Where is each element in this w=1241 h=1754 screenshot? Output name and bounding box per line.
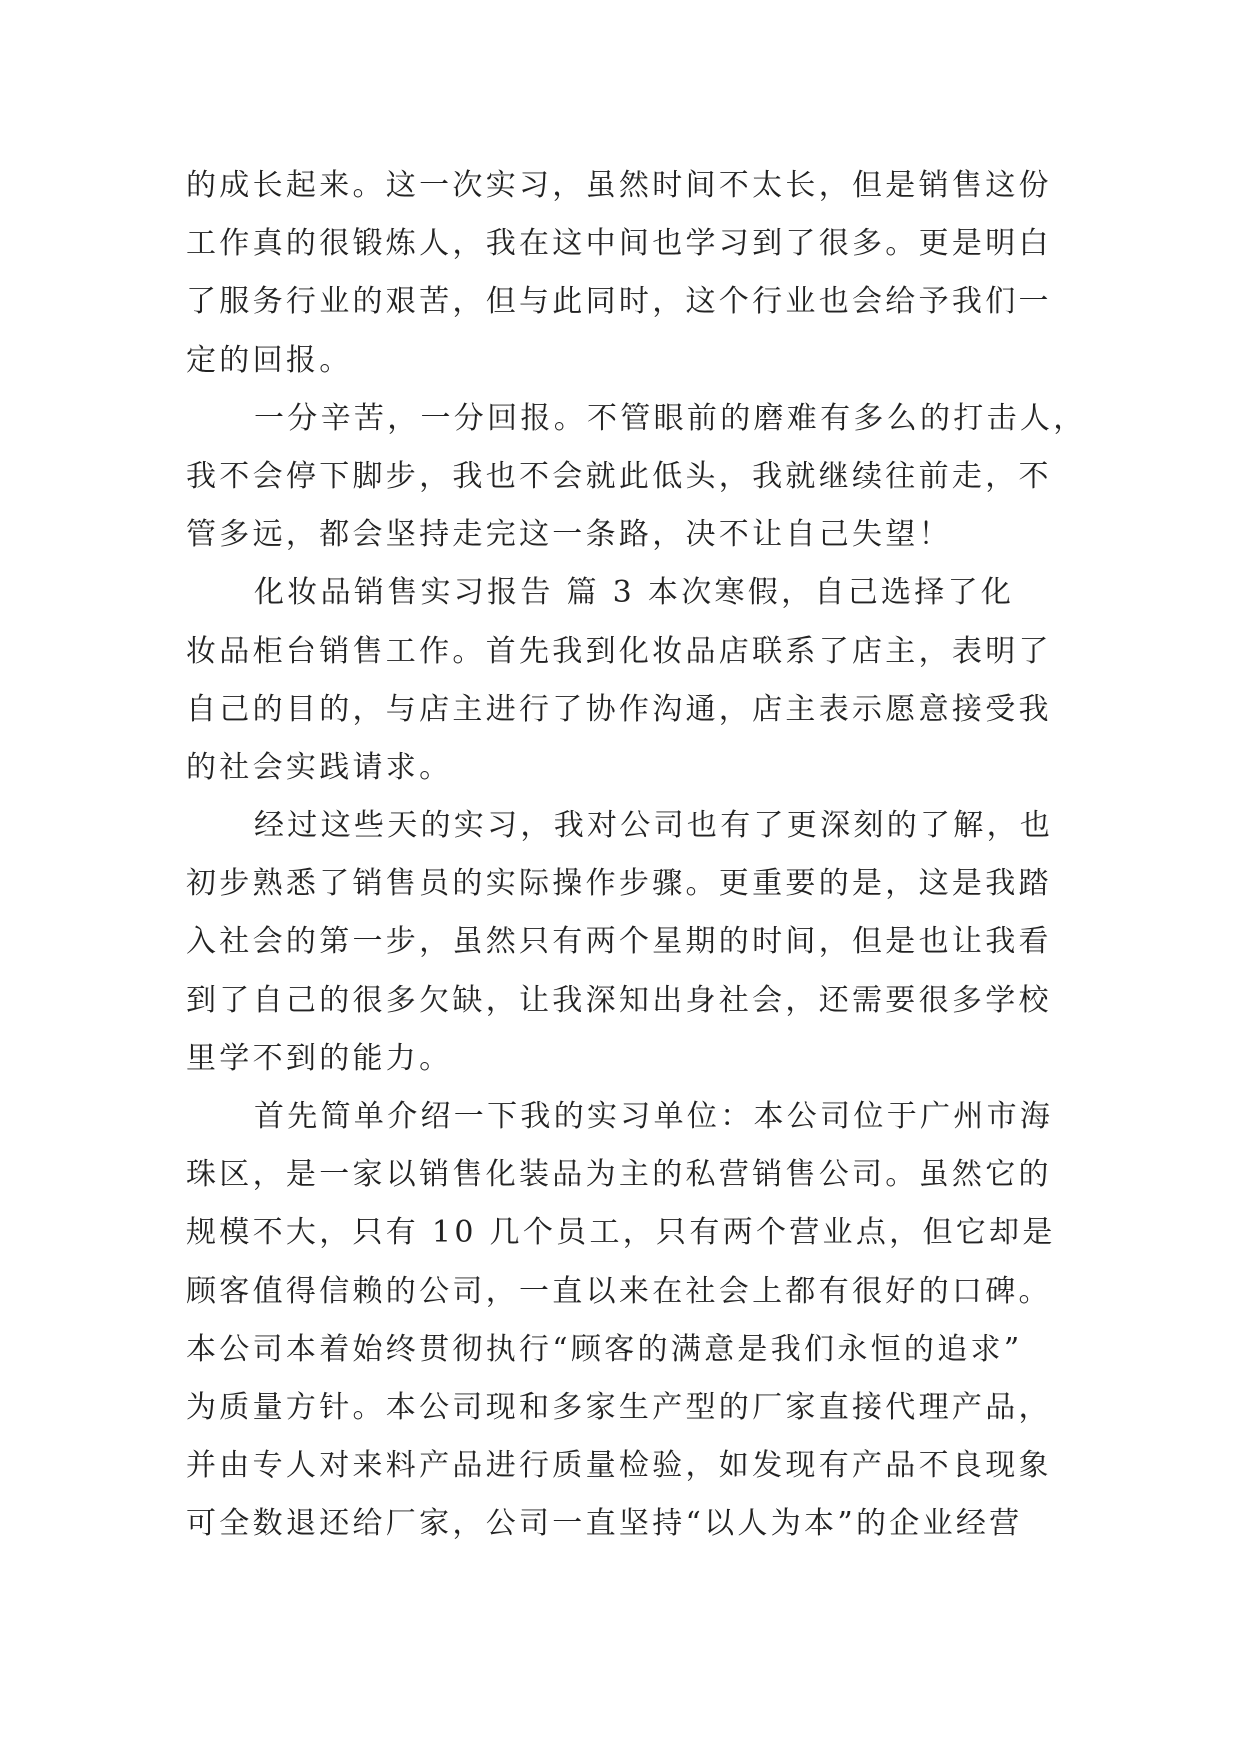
- text-line: 到了自己的很多欠缺，让我深知出身社会，还需要很多学校: [186, 982, 1052, 1018]
- text-line: 化妆品销售实习报告 篇 3 本次寒假，自己选择了化: [254, 575, 1015, 611]
- text-line: 规模不大，只有 10 几个员工，只有两个营业点，但它却是: [186, 1215, 1056, 1251]
- text-line: 可全数退还给厂家，公司一直坚持“以人为本”的企业经营: [186, 1506, 1023, 1542]
- text-line: 一分辛苦，一分回报。不管眼前的磨难有多么的打击人，: [254, 400, 1087, 436]
- text-line: 并由专人对来料产品进行质量检验，如发现有产品不良现象: [186, 1448, 1052, 1484]
- text-line: 妆品柜台销售工作。首先我到化妆品店联系了店主，表明了: [186, 633, 1052, 669]
- text-line: 定的回报。: [186, 342, 353, 378]
- text-line: 的成长起来。这一次实习，虽然时间不太长，但是销售这份: [186, 168, 1052, 203]
- text-line: 里学不到的能力。: [186, 1040, 453, 1076]
- text-line: 本公司本着始终贯彻执行“顾客的满意是我们永恒的追求”: [186, 1331, 1023, 1367]
- text-line: 入社会的第一步，虽然只有两个星期的时间，但是也让我看: [186, 924, 1052, 960]
- text-line: 我不会停下脚步，我也不会就此低头，我就继续往前走，不: [186, 458, 1052, 494]
- text-line: 珠区，是一家以销售化装品为主的私营销售公司。虽然它的: [186, 1157, 1052, 1193]
- document-body: [186, 157, 1087, 1554]
- text-line: 经过这些天的实习，我对公司也有了更深刻的了解，也: [254, 808, 1054, 844]
- text-line: 自己的目的，与店主进行了协作沟通，店主表示愿意接受我: [186, 691, 1052, 727]
- text-line: 首先简单介绍一下我的实习单位：本公司位于广州市海: [254, 1099, 1054, 1134]
- text-line: 管多远，都会坚持走完这一条路，决不让自己失望！: [186, 517, 952, 553]
- text-line: 为质量方针。本公司现和多家生产型的厂家直接代理产品，: [186, 1389, 1052, 1425]
- text-line: 的社会实践请求。: [186, 749, 453, 785]
- text-line: 工作真的很锻炼人，我在这中间也学习到了很多。更是明白: [186, 226, 1052, 262]
- text-line: 了服务行业的艰苦，但与此同时，这个行业也会给予我们一: [186, 284, 1052, 320]
- text-line: 初步熟悉了销售员的实际操作步骤。更重要的是，这是我踏: [186, 866, 1052, 902]
- text-line: 顾客值得信赖的公司，一直以来在社会上都有很好的口碑。: [186, 1273, 1052, 1309]
